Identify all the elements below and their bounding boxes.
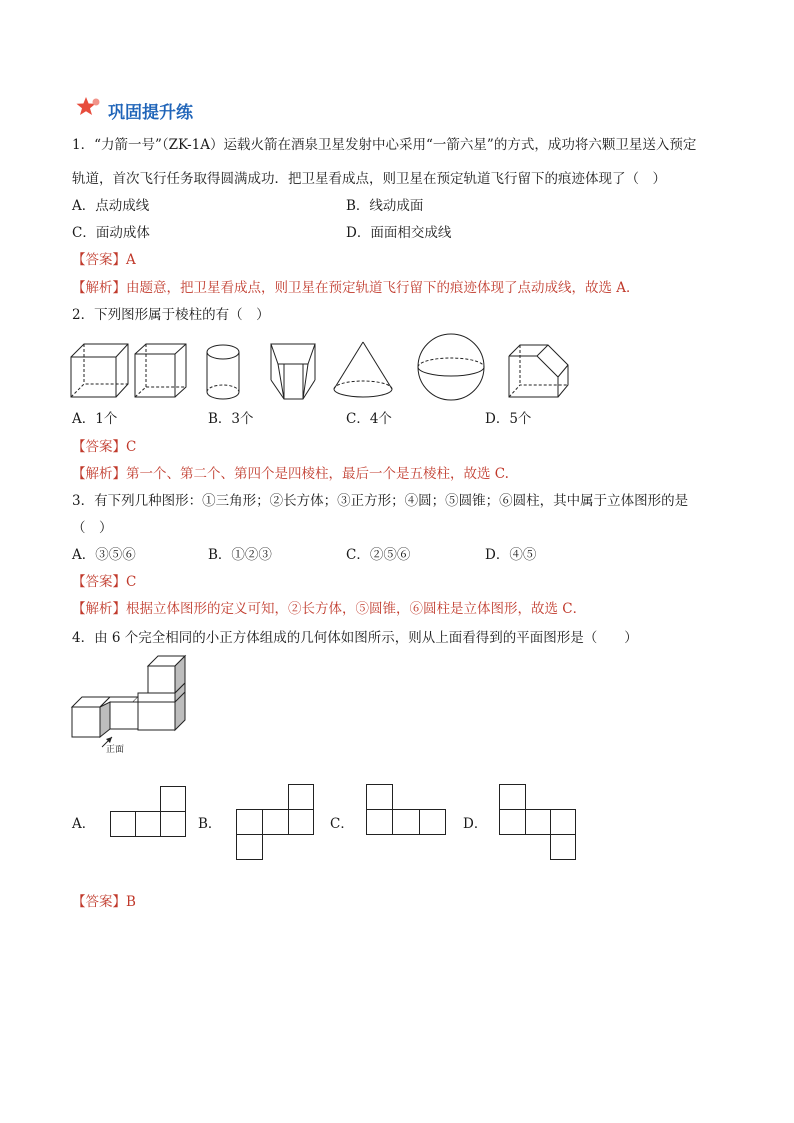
q3-option-d[interactable]: D．④⑤ — [485, 547, 537, 563]
answer-tag: 【答案】 — [72, 894, 126, 910]
q3-explain — [72, 600, 586, 618]
q3-answer — [72, 573, 136, 591]
q1-stem-line2: 轨道，首次飞行任务取得圆满成功．把卫星看成点，则卫星在预定轨道飞行留下的痕迹体现了（ ） — [72, 171, 666, 187]
explain-text: 由题意，把卫星看成点，则卫星在预定轨道飞行留下的痕迹体现了点动成线，故选 A． — [126, 280, 640, 296]
explain-text: 第一个、第二个、第四个是四棱柱，最后一个是五棱柱，故选 C. — [126, 466, 509, 482]
front-label: 正面 — [106, 745, 125, 755]
answer-tag: 【答案】 — [72, 252, 126, 268]
q2-option-a[interactable]: A．1个 — [72, 411, 118, 427]
q4-option-b[interactable]: B． — [198, 816, 222, 832]
q4-option-a-grid[interactable] — [110, 786, 188, 838]
q3-stem-line2: （ ） — [72, 520, 113, 536]
answer-tag: 【答案】 — [72, 574, 126, 590]
cube-figure — [134, 343, 188, 401]
q1-explain — [72, 279, 640, 297]
answer-value: C — [126, 574, 137, 590]
cube-stack-figure — [70, 655, 190, 755]
q2-option-c[interactable]: C．4个 — [346, 411, 392, 427]
q2-option-b[interactable]: B．3个 — [208, 411, 254, 427]
cone-figure — [332, 340, 394, 400]
answer-value: A — [126, 252, 136, 268]
q1-answer — [72, 251, 136, 269]
q3-stem-line1: 3．有下列几种图形：①三角形；②长方体；③正方形；④圆；⑤圆锥；⑥圆柱，其中属于立体图形的是 — [72, 493, 689, 509]
q2-stem: 2．下列图形属于棱柱的有（ ） — [72, 307, 270, 323]
explain-text: 根据立体图形的定义可知，②长方体，⑤圆锥，⑥圆柱是立体图形，故选 C． — [126, 601, 587, 617]
cuboid-figure — [70, 340, 130, 402]
q1-option-c[interactable]: C．面动成体 — [72, 225, 150, 241]
q2-answer — [72, 438, 136, 456]
q4-answer — [72, 893, 136, 911]
explain-tag: 【解析】 — [72, 466, 126, 482]
q4-stem: 4．由 6 个完全相同的小正方体组成的几何体如图所示，则从上面看得到的平面图形是（ ） — [72, 630, 638, 646]
q4-option-c[interactable]: C． — [330, 816, 354, 832]
q4-option-b-grid[interactable] — [236, 784, 316, 862]
explain-tag: 【解析】 — [72, 601, 126, 617]
answer-tag: 【答案】 — [72, 439, 126, 455]
answer-value: B — [126, 894, 136, 910]
answer-value: C — [126, 439, 137, 455]
q1-option-a[interactable]: A．点动成线 — [72, 198, 150, 214]
q3-option-b[interactable]: B．①②③ — [208, 547, 272, 563]
star-icon — [76, 96, 102, 118]
q4-option-d-grid[interactable] — [499, 784, 579, 862]
q1-option-b[interactable]: B．线动成面 — [346, 198, 424, 214]
q1-stem-line1: 1．“力箭一号”（ZK-1A）运载火箭在酒泉卫星发射中心采用“一箭六星”的方式，成功将六颗卫星送入预定 — [72, 137, 697, 153]
section-title: 巩固提升练 — [108, 103, 193, 123]
q3-option-a[interactable]: A．③⑤⑥ — [72, 547, 136, 563]
q2-option-d[interactable]: D．5个 — [485, 411, 532, 427]
explain-tag: 【解析】 — [72, 280, 126, 296]
q4-option-c-grid[interactable] — [366, 784, 448, 836]
q1-option-d[interactable]: D．面面相交成线 — [346, 225, 452, 241]
trapezoid-prism-figure — [270, 342, 320, 402]
q4-option-a[interactable]: A． — [72, 816, 96, 832]
pentagonal-prism-figure — [508, 343, 572, 401]
q3-option-c[interactable]: C．②⑤⑥ — [346, 547, 411, 563]
cylinder-figure — [204, 343, 242, 401]
sphere-figure — [416, 332, 486, 402]
q2-explain — [72, 465, 509, 483]
q4-option-d[interactable]: D． — [463, 816, 488, 832]
